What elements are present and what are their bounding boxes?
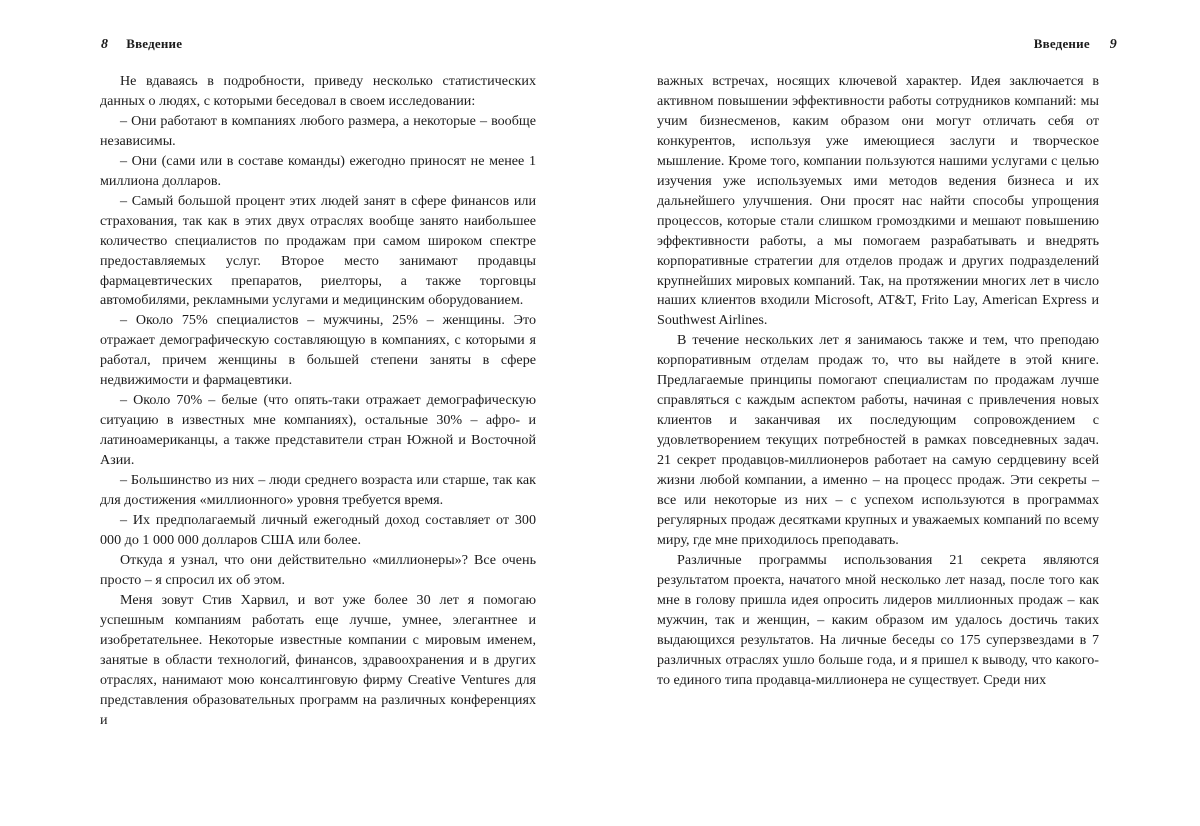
paragraph: Откуда я узнал, что они действительно «миллионеры»? Все очень просто – я спросил их об этом. bbox=[100, 551, 536, 588]
list-item: – Большинство из них – люди среднего возраста или старше, так как для достижения «миллионного» уровня требуется время. bbox=[100, 472, 536, 509]
list-item: – Они работают в компаниях любого размера, а некоторые – вообще независимы. bbox=[100, 112, 536, 149]
right-page bbox=[600, 0, 1200, 826]
right-running-head bbox=[1034, 36, 1117, 53]
chapter-title: Введение bbox=[1033, 36, 1090, 51]
left-body-text bbox=[100, 72, 536, 730]
list-item: – Около 70% – белые (что опять-таки отражает демографическую ситуацию в известных мне компаниях), остальные 30% – афро- и латиноамериканцы, а также представители стран Южной и Восточной Азии. bbox=[100, 392, 536, 469]
paragraph: Не вдаваясь в подробности, приведу несколько статистических данных о людях, с которыми беседовал в своем исследовании: bbox=[100, 73, 536, 109]
list-item: – Их предполагаемый личный ежегодный доход составляет от 300 000 до 1 000 000 долларов США или более. bbox=[100, 511, 536, 548]
page-number: 9 bbox=[1109, 37, 1117, 52]
list-item: – Около 75% специалистов – мужчины, 25% – женщины. Это отражает демографическую составляющую в компаниях, с которыми я работал, причем женщины в большей степени заняты в сфере недвижимости и фармацевтики. bbox=[100, 312, 536, 389]
left-running-head bbox=[101, 36, 182, 53]
list-item: – Самый большой процент этих людей занят в сфере финансов или страхования, так как в этих двух отраслях вообще занято наибольшее количество специалистов по продажам при самом широком спектре предоставляемых услуг. Второе место занимают продавцы фармацевтических препаратов, риелторы, а также торговцы автомобилями, рекламными услугами и медицинским оборудованием. bbox=[100, 192, 536, 309]
right-body-text bbox=[657, 72, 1099, 691]
paragraph-continued: важных встречах, носящих ключевой характер. Идея заключается в активном повышении эффективности работы сотрудников компаний: мы учим бизнесменов, каким образом они могут отличать себя от конкурентов, используя уже имеющиеся заслуги и творческое мышление. Кроме того, компании пользуются нашими услугами с целью изучения уже используемых ими методов ведения бизнеса и их дальнейшего улучшения. Они просят нас найти способы упрощения процессов, которые стали слишком громоздкими и мешают повышению эффективности работы, а мы помогаем разрабатывать и внедрять корпоративные стратегии для отделов продаж и других подразделений крупнейших мировых компаний. Так, на протяжении многих лет в число наших клиентов входили Microsoft, AT&T, Frito Lay, American Express и Southwest Airlines. bbox=[657, 73, 1099, 329]
paragraph: В течение нескольких лет я занимаюсь также и тем, что преподаю корпоративным отделам продаж то, что вы найдете в этой книге. Предлагаемые принципы помогают специалистам по продажам лучше справляться с каждым аспектом работы, начиная с привлечения новых клиентов и заканчивая их последующим сопровождением с удовлетворением текущих потребностей в рамках повседневных задач. 21 секрет продавцов-миллионеров работает на самую сердцевину всей жизни любой компании, а именно – на процесс продаж. Эти секреты – все или некоторые из них – с успехом используются в программах регулярных продаж десятками крупных и уважаемых компаний по всему миру, где мне приходилось преподавать. bbox=[657, 332, 1099, 548]
page-number: 8 bbox=[101, 37, 109, 52]
paragraph: Различные программы использования 21 секрета являются результатом проекта, начатого мной несколько лет назад, после того как мне в голову пришла идея опросить лидеров миллионных продаж – как мужчин, так и женщин, – каким образом им удалось достичь таких выдающихся результатов. На личные беседы со 175 суперзвездами в 7 различных отраслях ушло больше года, и я пришел к выводу, что какого-то единого типа продавца-миллионера не существует. Среди них bbox=[657, 551, 1099, 688]
chapter-title: Введение bbox=[126, 36, 183, 51]
paragraph: Меня зовут Стив Харвил, и вот уже более 30 лет я помогаю успешным компаниям работать еще лучше, умнее, элегантнее и изобретательнее. Некоторые известные компании с мировым именем, занятые в области технологий, финансов, здравоохранения и в других отраслях, нанимают мою консалтинговую фирму Creative Ventures для представления образовательных программ на различных конференциях и bbox=[100, 591, 536, 728]
list-item: – Они (сами или в составе команды) ежегодно приносят не менее 1 миллиона долларов. bbox=[100, 152, 536, 189]
